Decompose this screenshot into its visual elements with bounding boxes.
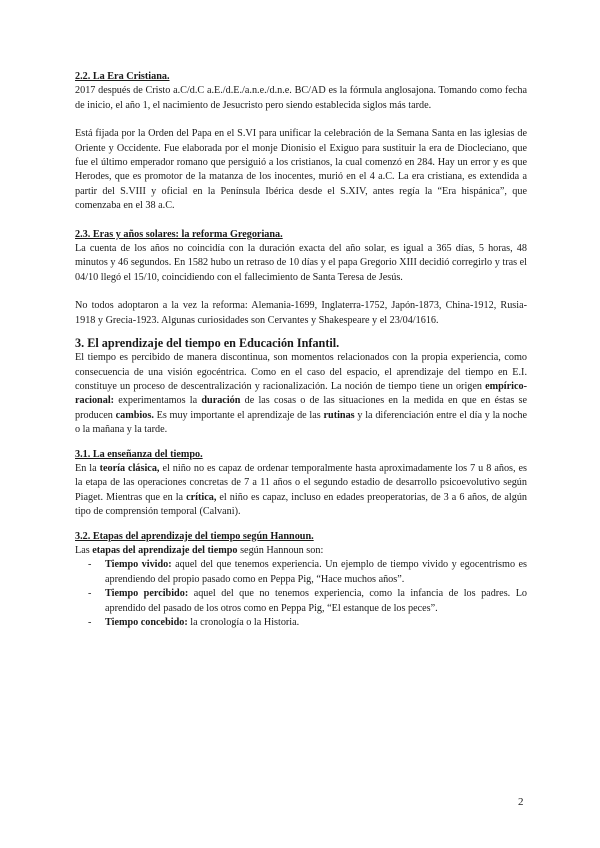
- paragraph-3-2-intro: Las etapas del aprendizaje del tiempo según Hannoun son:: [75, 544, 324, 556]
- heading-3-2: 3.2. Etapas del aprendizaje del tiempo según Hannoun.: [75, 530, 314, 542]
- heading-2-3: 2.3. Eras y años solares: la reforma Gregoriana.: [75, 228, 283, 240]
- paragraph-2-3-a: La cuenta de los años no coincidía con la duración exacta del año solar, es igual a 365 días, 5 horas, 48 minutos y 46 segundos. En 1582 hubo un retraso de 10 días y el papa Gregorio XIII decidió corregirlo y tras el 04/10 llegó el 15/10, coincidiendo con el fallecimiento de Santa Teresa de Jesús.: [75, 243, 527, 283]
- heading-2-2: 2.2. La Era Cristiana.: [75, 71, 170, 82]
- list-item: - Tiempo vivido: aquel del que tenemos experiencia. Un ejemplo de tiempo vivido y egocentrismo es aprendiendo del propio pasado como en Peppa Pig, “Hace muchos años”.: [88, 559, 527, 585]
- stages-list: [75, 558, 527, 630]
- paragraph-3: El tiempo es percibido de manera discontinua, son momentos relacionados con la propia experiencia, como consecuencia de una visión egocéntrica. Como en el caso del espacio, el aprendizaje del tiempo en E.I. constituye un proceso de descentralización y racionalización. La noción de tiempo tiene un origen empírico-racional: experimentamos la duración de las cosas o de las situaciones en la medida en que en éstas se producen cambios. Es muy importante el aprendizaje de las rutinas y la diferenciación entre el día y la noche o la mañana y la tarde.: [75, 352, 527, 436]
- page-number: 2: [518, 796, 524, 808]
- paragraph-2-3-b: No todos adoptaron a la vez la reforma: Alemania-1699, Inglaterra-1752, Japón-1873, China-1912, Rusia-1918 y Grecia-1923. Algunas curiosidades son Cervantes y Shakespeare y el 23/04/1616.: [75, 300, 527, 326]
- heading-3-1: 3.1. La enseñanza del tiempo.: [75, 448, 203, 460]
- list-item: - Tiempo concebido: la cronología o la Historia.: [88, 617, 300, 628]
- document-page: [75, 70, 527, 630]
- paragraph-2-2-a: 2017 después de Cristo a.C/d.C a.E./d.E./a.n.e./d.n.e. BC/AD es la fórmula anglosajona. Tomando como fecha de inicio, el año 1, el nacimiento de Jesucristo pero siendo establecida siglos más tarde.: [75, 85, 527, 111]
- paragraph-3-1: En la teoría clásica, el niño no es capaz de ordenar temporalmente hasta aproximadamente los 7 u 8 años, es la etapa de las operaciones concretas de 7 a 11 años o el segundo estadio de desarrollo psicoevolutivo según Piaget. Mientras que en la crítica, el niño es capaz, incluso en edades preoperatorias, de 3 a 6 años, de algún tipo de comprensión temporal (Calvani).: [75, 462, 528, 518]
- list-item: - Tiempo percibido: aquel del que no tenemos experiencia, como la infancia de los padres. Lo aprendido del pasado de los otros como en Peppa Pig, “El estanque de los peces”.: [88, 588, 528, 614]
- heading-3: 3. El aprendizaje del tiempo en Educación Infantil.: [75, 336, 340, 351]
- paragraph-2-2-b: Está fijada por la Orden del Papa en el S.VI para unificar la celebración de la Semana Santa en las iglesias de Oriente y Occidente. Fue elaborada por el monje Dionisio el Exiguo para sustituir la era de Diocleciano, que fue el último emperador romano que persiguió a los cristianos, la cual comenzó en 284. Hay un error y es que Herodes, que es promotor de la matanza de los inocentes, murió en el 4 a.C. La era cristiana, es extendida a partir del S.VIII y oficial en la Península Ibérica desde el S.XIV, antes regía la “Era hispánica”, que comenzaba en el 38 a.C.: [75, 128, 527, 212]
